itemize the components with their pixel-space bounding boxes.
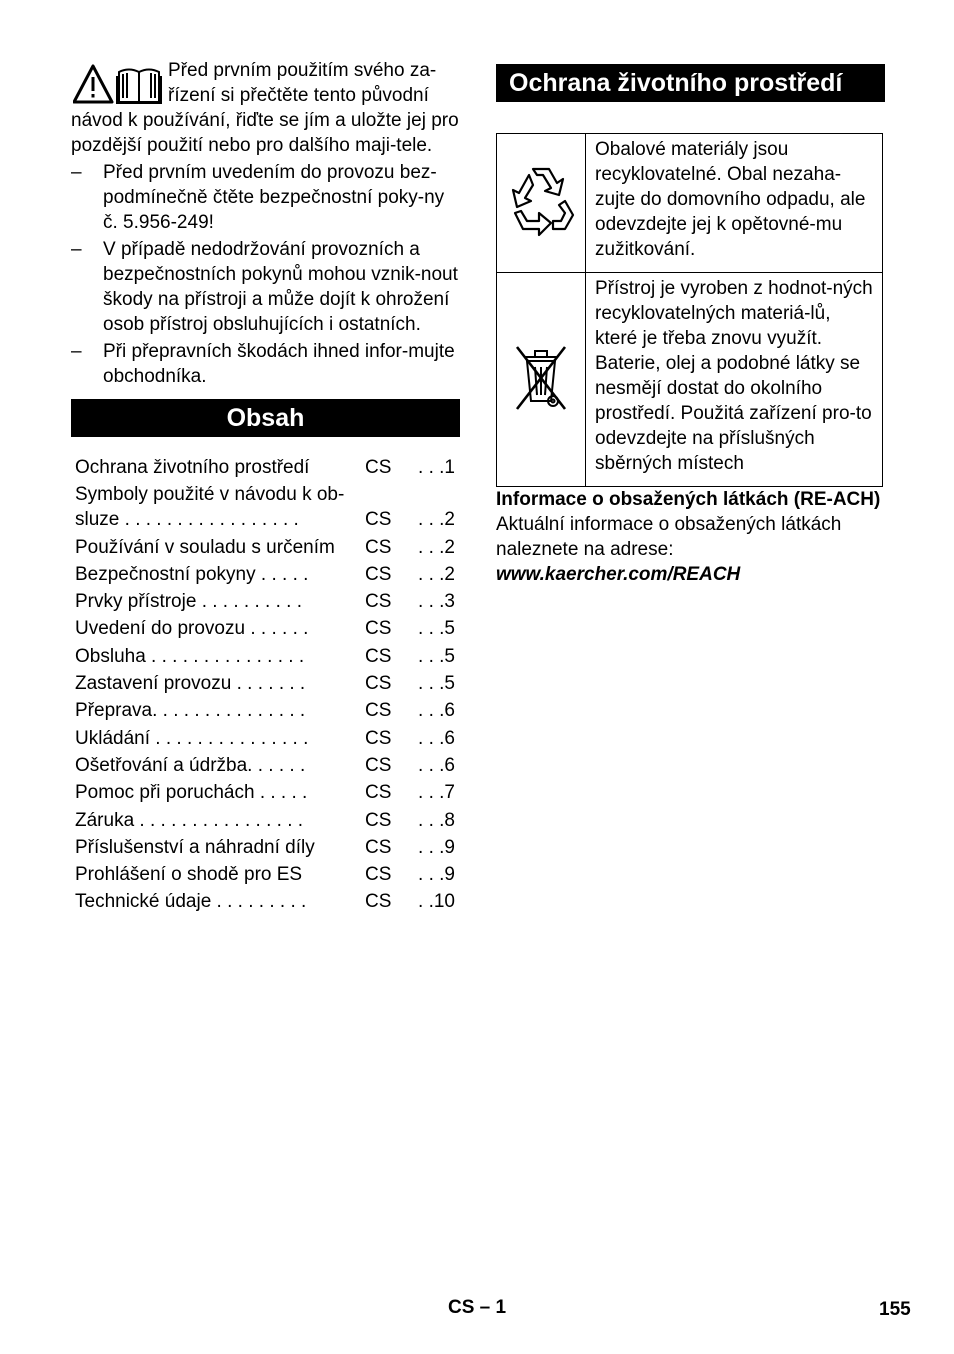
crossed-bin-icon-cell	[497, 273, 586, 487]
reach-heading: Informace o obsažených látkách (RE-ACH)	[496, 489, 881, 510]
intro-notice	[71, 58, 460, 389]
toc-row[interactable]: Ochrana životního prostředí CS . . .1	[75, 457, 455, 478]
intro-line-1: Před prvním použitím svého za-	[168, 60, 437, 81]
reach-link[interactable]: www.kaercher.com/REACH	[496, 564, 741, 585]
table-row	[497, 273, 883, 487]
warning-icons	[73, 64, 163, 104]
toc-heading: Obsah	[71, 399, 460, 437]
intro-line-2: řízení si přečtěte tento původní	[168, 85, 429, 106]
environment-table	[496, 133, 883, 487]
toc-row[interactable]: Uvedení do provozu . . . . . . CS . . .5	[75, 618, 455, 640]
footer-section-label: CS – 1	[448, 1297, 507, 1318]
list-item: – Při přepravních škodách ihned infor-mujte obchodníka.	[71, 341, 455, 387]
toc-row[interactable]: Technické údaje . . . . . . . . . CS . .10	[75, 891, 455, 913]
toc-row[interactable]: Zastavení provozu . . . . . . . CS . . .5	[75, 673, 455, 695]
table-of-contents	[71, 455, 460, 914]
toc-row[interactable]: Prvky přístroje . . . . . . . . . . CS . . .3	[75, 591, 455, 613]
environment-text-packaging: Obalové materiály jsou recyklovatelné. Obal nezaha-zujte do domovního odpadu, ale odevzdejte jej k opětovné-mu zužitkování.	[586, 134, 883, 273]
warning-triangle-icon	[74, 66, 112, 102]
right-column	[496, 64, 885, 587]
crossed-bin-icon	[513, 339, 569, 415]
reach-text: Aktuální informace o obsažených látkách naleznete na adrese:	[496, 514, 842, 560]
recycling-icon-cell	[497, 134, 586, 273]
recycling-icon	[503, 163, 579, 239]
list-item: – V případě nedodržování provozních a bezpečnostních pokynů mohou vznik-nout škody na přístroji a může dojít k ohrožení osob přístroj obsluhujících i ostatních.	[71, 239, 458, 335]
environment-text-device: Přístroj je vyroben z hodnot-ných recyklovatelných materiá-lů, které je třeba znovu využít. Baterie, olej a podobné látky se nesmějí dostat do okolního prostředí. Použitá zařízení pro-to odevzdejte na příslušných sběrných místech	[586, 273, 883, 487]
toc-row[interactable]: Ukládání . . . . . . . . . . . . . . . CS . . .6	[75, 727, 455, 749]
toc-row[interactable]: Pomoc při poruchách . . . . . CS . . .7	[75, 782, 455, 804]
toc-row[interactable]: Záruka . . . . . . . . . . . . . . . . CS . . .8	[75, 809, 455, 831]
toc-row[interactable]: Bezpečnostní pokyny . . . . . CS . . .2	[75, 563, 455, 585]
table-row	[497, 134, 883, 273]
intro-text-rest: návod k používání, řiďte se jím a uložte jej pro pozdější použití nebo pro dalšího maji-tele.	[71, 110, 459, 156]
toc-row[interactable]: Obsluha . . . . . . . . . . . . . . . CS . . .5	[75, 645, 455, 667]
toc-row[interactable]: Přeprava. . . . . . . . . . . . . . . CS . . .6	[75, 700, 455, 722]
intro-bullet-list	[71, 160, 460, 389]
left-column	[71, 58, 460, 917]
toc-row[interactable]: Ošetřování a údržba. . . . . . CS . . .6	[75, 754, 455, 776]
toc-row[interactable]: Prohlášení o shodě pro ES CS . . .9	[75, 864, 455, 886]
environment-heading: Ochrana životního prostředí	[496, 64, 885, 102]
toc-row[interactable]: Používání v souladu s určením CS . . .2	[75, 536, 455, 558]
page-number: 155	[879, 1299, 911, 1320]
toc-row[interactable]: Příslušenství a náhradní díly CS . . .9	[75, 836, 455, 858]
toc-row[interactable]: Symboly použité v návodu k ob-sluze . . . . . . . . . . . . . . . . . CS . . .2	[75, 484, 455, 531]
list-item: – Před prvním uvedením do provozu bez-podmínečně čtěte bezpečnostní poky-ny č. 5.956-249!	[71, 162, 445, 233]
manual-book-icon	[117, 70, 161, 105]
